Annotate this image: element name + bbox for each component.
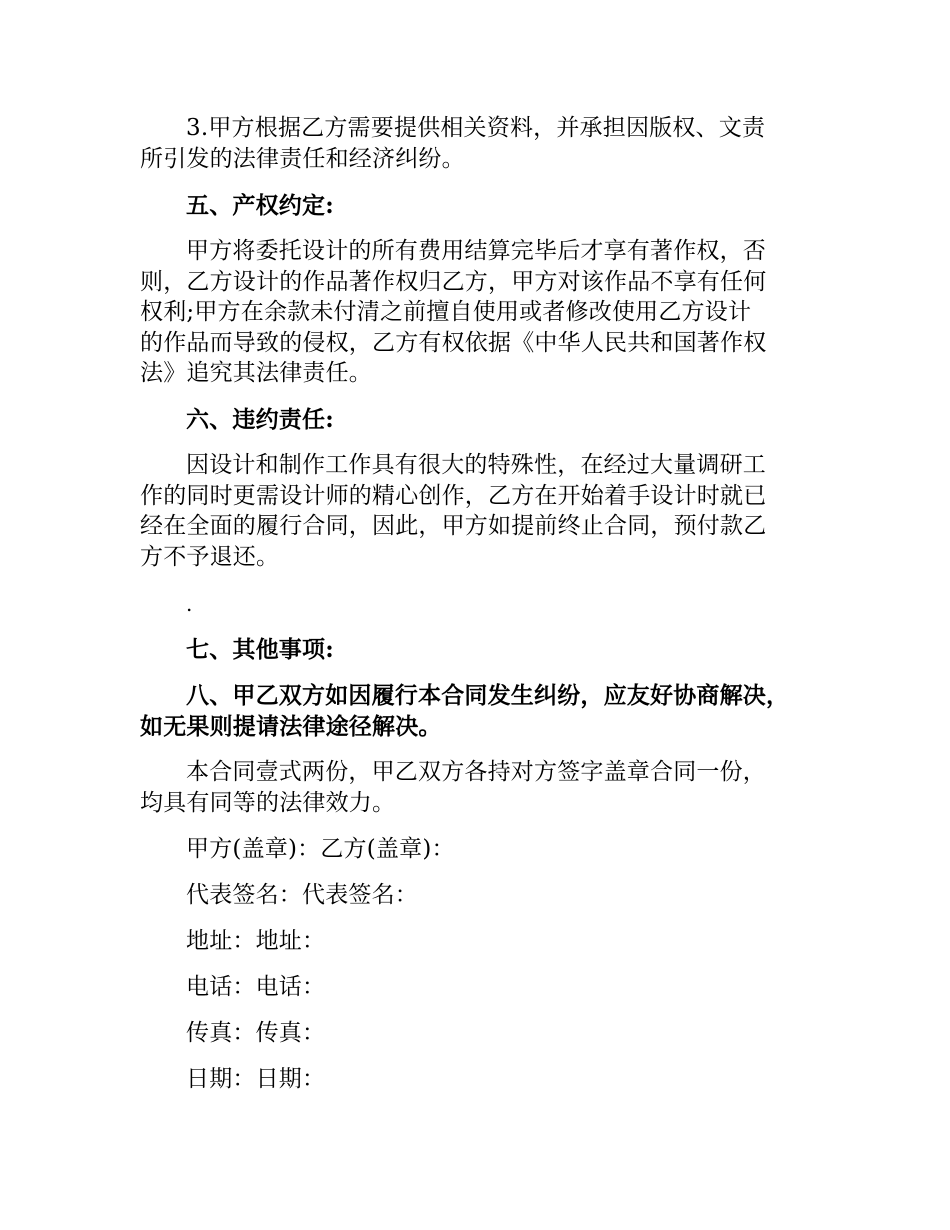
section-7-heading: 七、其他事项:: [186, 636, 334, 663]
section-5-heading: 五、产权约定:: [186, 192, 334, 219]
phone-line: 电话：电话：: [186, 974, 326, 1000]
section-6-paragraph: 因设计和制作工作具有很大的特殊性，在经过大量调研工 作的同时更需设计师的精心创作，乙方在开始着手设计时就已 经在全面的履行合同，因此，甲方如提前终止合同，预付款乙 方不予退还。: [140, 452, 767, 570]
address-line: 地址：地址：: [186, 928, 326, 954]
clause-3-paragraph: 3.甲方根据乙方需要提供相关资料，并承担因版权、文责 所引发的法律责任和经济纠纷。: [140, 115, 766, 172]
section-8-paragraph: 八、甲乙双方如因履行本合同发生纠纷，应友好协商解决， 如无果则提请法律途径解决。: [140, 682, 790, 740]
copies-statement: 本合同壹式两份，甲乙双方各持对方签字盖章合同一份， 均具有同等的法律效力。: [140, 759, 766, 816]
section-5-paragraph: 甲方将委托设计的所有费用结算完毕后才享有著作权，否 则，乙方设计的作品著作权归乙方，甲方对该作品不享有任何 权利;甲方在余款未付清之前擅自使用或者修改使用乙方设计 的作品而导致的侵权，乙方有权依据《中华人民共和国著作权 法》追究其法律责任。: [140, 238, 767, 386]
separator-dot: .: [186, 592, 193, 616]
representative-signature-line: 代表签名：代表签名：: [186, 882, 418, 908]
seal-line: 甲方(盖章)：乙方(盖章)：: [186, 836, 455, 862]
fax-line: 传真：传真：: [186, 1020, 326, 1046]
section-6-heading: 六、违约责任:: [186, 406, 334, 433]
date-line: 日期：日期：: [186, 1066, 326, 1092]
